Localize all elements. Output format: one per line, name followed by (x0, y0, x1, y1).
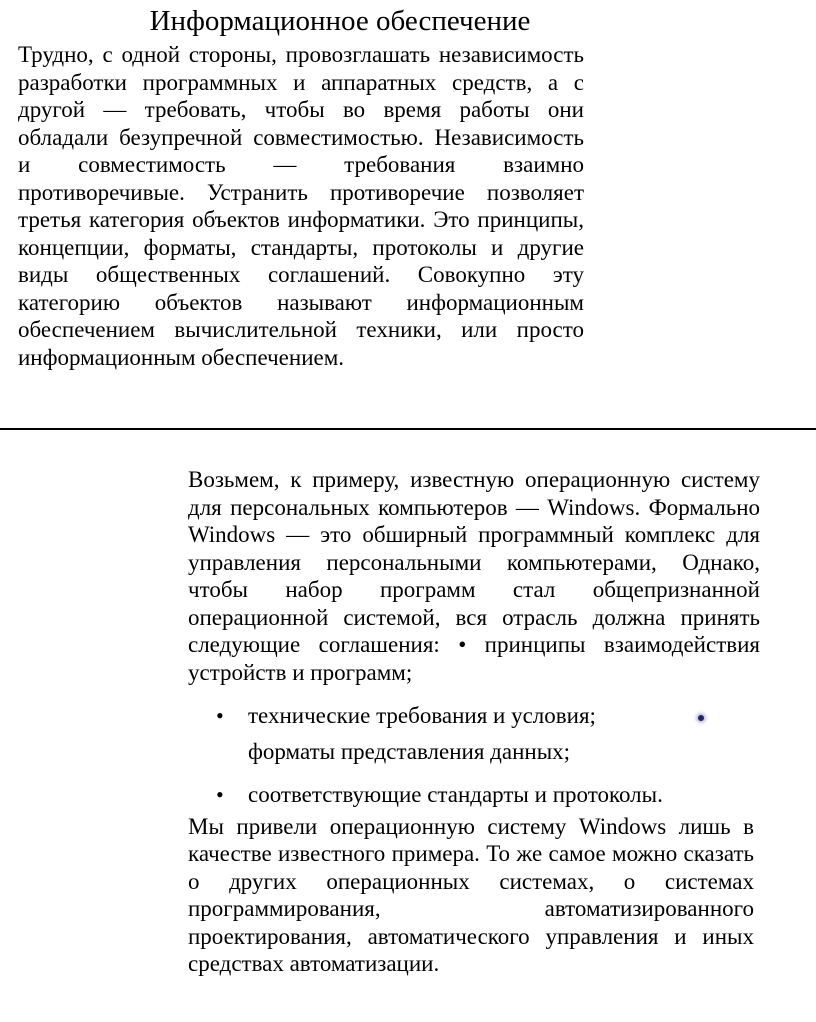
slide-divider (0, 428, 816, 430)
closing-paragraph: Мы привели операционную систему Windows лишь в качестве известного примера. То же самое можно сказать о других операционных системах, о системах программирования, автоматизированного проектирования, автоматического управления и иных средствах автоматизации. (188, 813, 754, 976)
list-item-text: форматы представления данных; (248, 738, 571, 764)
content-block (188, 466, 760, 978)
list-item-text: соответствующие стандарты и протоколы. (248, 782, 663, 807)
list-item (188, 781, 760, 809)
intro-paragraph: Трудно, с одной стороны, провозглашать независимость разработки программных и аппаратных средств, а с другой — требовать, чтобы во время работы они обладали безупречной совместимостью. Независимость и совместимость — требования взаимно противоречивые. Устранить противоречие позволяет третья категория объектов информатики. Это принципы, концепции, форматы, стандарты, протоколы и другие виды общественных соглашений. Совокупно эту категорию объектов называют информационным обеспечением вычислительной техники, или просто информационным обеспечением. (18, 42, 584, 370)
bullet-icon: • (216, 782, 224, 807)
agreements-list (188, 702, 760, 809)
cursor-dot-icon (698, 715, 704, 721)
list-item-text: технические требования и условия; (248, 703, 596, 728)
list-item (188, 738, 760, 766)
list-item (188, 702, 760, 730)
bullet-icon: • (216, 703, 224, 728)
windows-paragraph: Возьмем, к примеру, известную операционную систему для персональных компьютеров — Windows. Формально Windows — это обширный программный комплекс для управления персональными компьютерами, Однако, чтобы набор программ стал общепризнанной операционной системой, вся отрасль должна принять следующие соглашения: • принципы взаимодействия устройств и программ; (188, 467, 760, 685)
slide-top (0, 0, 816, 430)
page-title: Информационное обеспечение (149, 5, 531, 37)
slide-bottom (0, 431, 816, 1022)
